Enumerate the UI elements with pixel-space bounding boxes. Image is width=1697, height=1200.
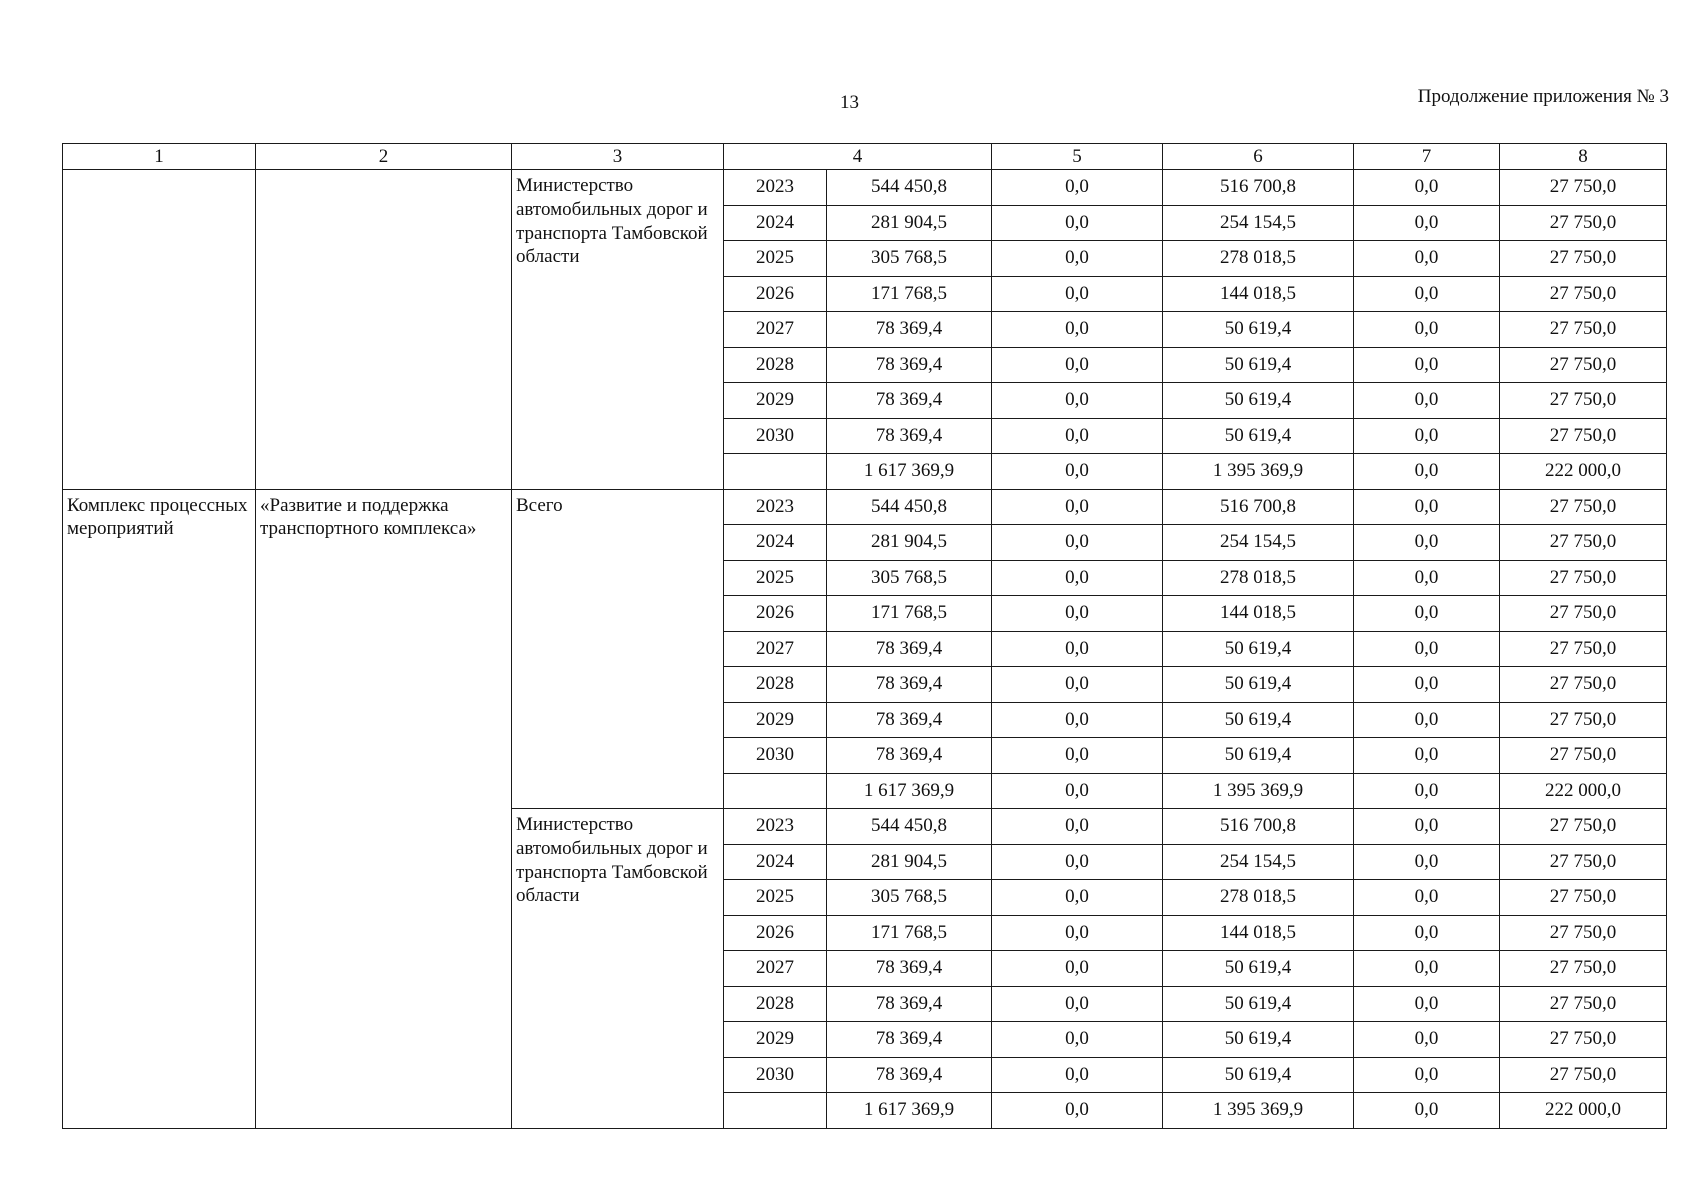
total-cell: 544 450,8 [827, 489, 992, 525]
col6-cell: 50 619,4 [1163, 312, 1354, 348]
year-cell: 2023 [724, 489, 827, 525]
year-cell: 2023 [724, 809, 827, 845]
col5-cell: 0,0 [992, 205, 1163, 241]
col5-cell: 0,0 [992, 951, 1163, 987]
col6-cell: 50 619,4 [1163, 986, 1354, 1022]
header-col-5: 5 [992, 144, 1163, 170]
year-cell: 2024 [724, 205, 827, 241]
col7-cell: 0,0 [1354, 276, 1500, 312]
total-cell: 78 369,4 [827, 986, 992, 1022]
col8-cell: 27 750,0 [1500, 276, 1667, 312]
col7-cell: 0,0 [1354, 880, 1500, 916]
header-col-7: 7 [1354, 144, 1500, 170]
header-col-8: 8 [1500, 144, 1667, 170]
col7-cell: 0,0 [1354, 560, 1500, 596]
col7-cell: 0,0 [1354, 347, 1500, 383]
total-cell: 78 369,4 [827, 1022, 992, 1058]
col5-cell: 0,0 [992, 418, 1163, 454]
col5-cell: 0,0 [992, 702, 1163, 738]
col7-cell: 0,0 [1354, 809, 1500, 845]
col6-cell: 144 018,5 [1163, 596, 1354, 632]
col8-cell: 27 750,0 [1500, 844, 1667, 880]
year-cell: 2026 [724, 276, 827, 312]
col8-cell: 27 750,0 [1500, 631, 1667, 667]
year-cell: 2030 [724, 418, 827, 454]
col8-cell: 27 750,0 [1500, 738, 1667, 774]
col8-cell: 27 750,0 [1500, 525, 1667, 561]
col5-cell: 0,0 [992, 383, 1163, 419]
col8-cell: 27 750,0 [1500, 241, 1667, 277]
total-cell: 78 369,4 [827, 312, 992, 348]
col8-cell: 222 000,0 [1500, 773, 1667, 809]
header-col-2: 2 [256, 144, 512, 170]
year-cell: 2026 [724, 915, 827, 951]
col8-cell: 27 750,0 [1500, 347, 1667, 383]
col8-cell: 27 750,0 [1500, 383, 1667, 419]
col6-cell: 516 700,8 [1163, 809, 1354, 845]
header-col-3: 3 [512, 144, 724, 170]
col6-cell: 50 619,4 [1163, 347, 1354, 383]
col7-cell: 0,0 [1354, 951, 1500, 987]
year-cell: 2026 [724, 596, 827, 632]
header-col-4: 4 [724, 144, 992, 170]
program-type-cell: Комплекс процессных мероприятий [63, 489, 256, 1128]
program-name-cell [256, 170, 512, 490]
total-cell: 78 369,4 [827, 738, 992, 774]
col6-cell: 50 619,4 [1163, 738, 1354, 774]
col5-cell: 0,0 [992, 560, 1163, 596]
year-cell: 2025 [724, 560, 827, 596]
executor-cell: Всего [512, 489, 724, 809]
col8-cell: 222 000,0 [1500, 1093, 1667, 1129]
table-row [63, 489, 1667, 525]
header-row [63, 144, 1667, 170]
col5-cell: 0,0 [992, 880, 1163, 916]
col6-cell: 254 154,5 [1163, 205, 1354, 241]
total-cell: 1 617 369,9 [827, 773, 992, 809]
col8-cell: 27 750,0 [1500, 312, 1667, 348]
col6-cell: 1 395 369,9 [1163, 454, 1354, 490]
col7-cell: 0,0 [1354, 986, 1500, 1022]
col6-cell: 278 018,5 [1163, 880, 1354, 916]
col7-cell: 0,0 [1354, 702, 1500, 738]
total-cell: 171 768,5 [827, 596, 992, 632]
program-name-cell: «Развитие и поддержка транспортного комплекса» [256, 489, 512, 1128]
total-cell: 78 369,4 [827, 1057, 992, 1093]
col6-cell: 516 700,8 [1163, 489, 1354, 525]
year-cell [724, 773, 827, 809]
col7-cell: 0,0 [1354, 241, 1500, 277]
executor-cell: Министерство автомобильных дорог и транспорта Тамбовской области [512, 809, 724, 1129]
col7-cell: 0,0 [1354, 1022, 1500, 1058]
col6-cell: 254 154,5 [1163, 525, 1354, 561]
col6-cell: 50 619,4 [1163, 418, 1354, 454]
col5-cell: 0,0 [992, 809, 1163, 845]
total-cell: 281 904,5 [827, 844, 992, 880]
col5-cell: 0,0 [992, 489, 1163, 525]
col7-cell: 0,0 [1354, 631, 1500, 667]
col8-cell: 27 750,0 [1500, 205, 1667, 241]
col7-cell: 0,0 [1354, 667, 1500, 703]
col5-cell: 0,0 [992, 170, 1163, 206]
col5-cell: 0,0 [992, 773, 1163, 809]
col8-cell: 27 750,0 [1500, 489, 1667, 525]
col8-cell: 27 750,0 [1500, 170, 1667, 206]
total-cell: 305 768,5 [827, 880, 992, 916]
col5-cell: 0,0 [992, 1093, 1163, 1129]
total-cell: 544 450,8 [827, 170, 992, 206]
year-cell: 2030 [724, 1057, 827, 1093]
col7-cell: 0,0 [1354, 170, 1500, 206]
col5-cell: 0,0 [992, 844, 1163, 880]
col8-cell: 27 750,0 [1500, 915, 1667, 951]
year-cell: 2027 [724, 312, 827, 348]
col6-cell: 144 018,5 [1163, 276, 1354, 312]
col5-cell: 0,0 [992, 276, 1163, 312]
col6-cell: 516 700,8 [1163, 170, 1354, 206]
col6-cell: 50 619,4 [1163, 1022, 1354, 1058]
total-cell: 78 369,4 [827, 667, 992, 703]
total-cell: 544 450,8 [827, 809, 992, 845]
col6-cell: 1 395 369,9 [1163, 773, 1354, 809]
col5-cell: 0,0 [992, 347, 1163, 383]
year-cell: 2027 [724, 951, 827, 987]
col5-cell: 0,0 [992, 915, 1163, 951]
col8-cell: 27 750,0 [1500, 951, 1667, 987]
col6-cell: 144 018,5 [1163, 915, 1354, 951]
col5-cell: 0,0 [992, 986, 1163, 1022]
col8-cell: 27 750,0 [1500, 560, 1667, 596]
year-cell: 2028 [724, 986, 827, 1022]
col8-cell: 27 750,0 [1500, 1022, 1667, 1058]
col5-cell: 0,0 [992, 596, 1163, 632]
year-cell: 2030 [724, 738, 827, 774]
col8-cell: 27 750,0 [1500, 986, 1667, 1022]
year-cell: 2028 [724, 667, 827, 703]
col8-cell: 27 750,0 [1500, 667, 1667, 703]
year-cell: 2028 [724, 347, 827, 383]
total-cell: 1 617 369,9 [827, 454, 992, 490]
header-col-6: 6 [1163, 144, 1354, 170]
col5-cell: 0,0 [992, 525, 1163, 561]
col7-cell: 0,0 [1354, 596, 1500, 632]
year-cell: 2025 [724, 241, 827, 277]
col6-cell: 50 619,4 [1163, 383, 1354, 419]
year-cell: 2023 [724, 170, 827, 206]
col6-cell: 50 619,4 [1163, 1057, 1354, 1093]
total-cell: 78 369,4 [827, 631, 992, 667]
col7-cell: 0,0 [1354, 773, 1500, 809]
header-col-1: 1 [63, 144, 256, 170]
col7-cell: 0,0 [1354, 205, 1500, 241]
year-cell [724, 454, 827, 490]
col7-cell: 0,0 [1354, 1093, 1500, 1129]
total-cell: 1 617 369,9 [827, 1093, 992, 1129]
col8-cell: 27 750,0 [1500, 809, 1667, 845]
col5-cell: 0,0 [992, 738, 1163, 774]
continuation-label: Продолжение приложения № 3 [1417, 86, 1669, 107]
col6-cell: 50 619,4 [1163, 667, 1354, 703]
total-cell: 78 369,4 [827, 702, 992, 738]
col6-cell: 50 619,4 [1163, 631, 1354, 667]
year-cell: 2029 [724, 702, 827, 738]
total-cell: 305 768,5 [827, 241, 992, 277]
data-table [62, 143, 1667, 1129]
total-cell: 78 369,4 [827, 951, 992, 987]
year-cell: 2024 [724, 844, 827, 880]
col5-cell: 0,0 [992, 1057, 1163, 1093]
table-row [63, 170, 1667, 206]
year-cell [724, 1093, 827, 1129]
col7-cell: 0,0 [1354, 489, 1500, 525]
col8-cell: 27 750,0 [1500, 702, 1667, 738]
total-cell: 171 768,5 [827, 276, 992, 312]
col8-cell: 27 750,0 [1500, 418, 1667, 454]
col5-cell: 0,0 [992, 312, 1163, 348]
col6-cell: 1 395 369,9 [1163, 1093, 1354, 1129]
year-cell: 2024 [724, 525, 827, 561]
year-cell: 2025 [724, 880, 827, 916]
total-cell: 281 904,5 [827, 525, 992, 561]
col8-cell: 27 750,0 [1500, 596, 1667, 632]
col6-cell: 254 154,5 [1163, 844, 1354, 880]
col7-cell: 0,0 [1354, 915, 1500, 951]
col5-cell: 0,0 [992, 1022, 1163, 1058]
col5-cell: 0,0 [992, 454, 1163, 490]
year-cell: 2027 [724, 631, 827, 667]
total-cell: 171 768,5 [827, 915, 992, 951]
col8-cell: 27 750,0 [1500, 1057, 1667, 1093]
col7-cell: 0,0 [1354, 1057, 1500, 1093]
col5-cell: 0,0 [992, 631, 1163, 667]
total-cell: 78 369,4 [827, 383, 992, 419]
col6-cell: 50 619,4 [1163, 951, 1354, 987]
col8-cell: 222 000,0 [1500, 454, 1667, 490]
col6-cell: 278 018,5 [1163, 560, 1354, 596]
year-cell: 2029 [724, 1022, 827, 1058]
col7-cell: 0,0 [1354, 738, 1500, 774]
year-cell: 2029 [724, 383, 827, 419]
col7-cell: 0,0 [1354, 525, 1500, 561]
col5-cell: 0,0 [992, 667, 1163, 703]
col8-cell: 27 750,0 [1500, 880, 1667, 916]
total-cell: 78 369,4 [827, 347, 992, 383]
total-cell: 305 768,5 [827, 560, 992, 596]
col7-cell: 0,0 [1354, 454, 1500, 490]
col5-cell: 0,0 [992, 241, 1163, 277]
total-cell: 78 369,4 [827, 418, 992, 454]
col7-cell: 0,0 [1354, 844, 1500, 880]
total-cell: 281 904,5 [827, 205, 992, 241]
page-number: 13 [840, 92, 859, 113]
col7-cell: 0,0 [1354, 418, 1500, 454]
col6-cell: 50 619,4 [1163, 702, 1354, 738]
col7-cell: 0,0 [1354, 312, 1500, 348]
col7-cell: 0,0 [1354, 383, 1500, 419]
program-type-cell [63, 170, 256, 490]
executor-cell: Министерство автомобильных дорог и транспорта Тамбовской области [512, 170, 724, 490]
col6-cell: 278 018,5 [1163, 241, 1354, 277]
